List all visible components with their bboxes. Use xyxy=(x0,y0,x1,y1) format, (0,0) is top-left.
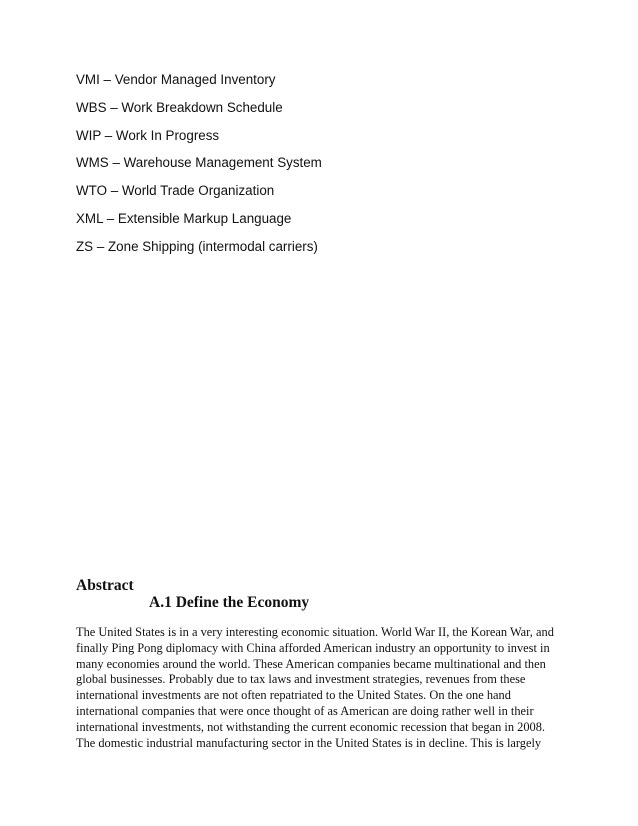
acronym-item: WTO – World Trade Organization xyxy=(76,183,275,199)
paragraph-line: international companies that were once thought of as American are doing rather well in their xyxy=(76,703,534,718)
section-heading: A.1 Define the Economy xyxy=(149,594,310,611)
paragraph-line: international investments are not often repatriated to the United States. On the one hand xyxy=(76,688,511,703)
abstract-paragraph xyxy=(76,625,576,751)
acronym-item: ZS – Zone Shipping (intermodal carriers) xyxy=(76,238,318,254)
acronym-item: VMI – Vendor Managed Inventory xyxy=(76,72,276,87)
acronym-item: WMS – Warehouse Management System xyxy=(76,155,322,171)
acronym-list xyxy=(76,72,322,267)
paragraph-line: many economies around the world. These American companies became multinational and then xyxy=(76,656,546,671)
acronym-item: XML – Extensible Markup Language xyxy=(76,210,292,226)
paragraph-line: finally Ping Pong diplomacy with China afforded American industry an opportunity to invest in xyxy=(76,640,550,655)
paragraph-line: The domestic industrial manufacturing sector in the United States is in decline. This is largely xyxy=(76,735,542,750)
acronym-item: WBS – Work Breakdown Schedule xyxy=(76,99,283,115)
paragraph-line: The United States is in a very interesting economic situation. World War II, the Korean War, and xyxy=(76,625,554,639)
acronym-item: WIP – Work In Progress xyxy=(76,127,220,143)
abstract-heading: Abstract xyxy=(76,577,134,594)
paragraph-line: international investments, not withstanding the current economic recession that began in 2008. xyxy=(76,719,546,734)
paragraph-line: global businesses. Probably due to tax laws and investment strategies, revenues from these xyxy=(76,672,526,687)
